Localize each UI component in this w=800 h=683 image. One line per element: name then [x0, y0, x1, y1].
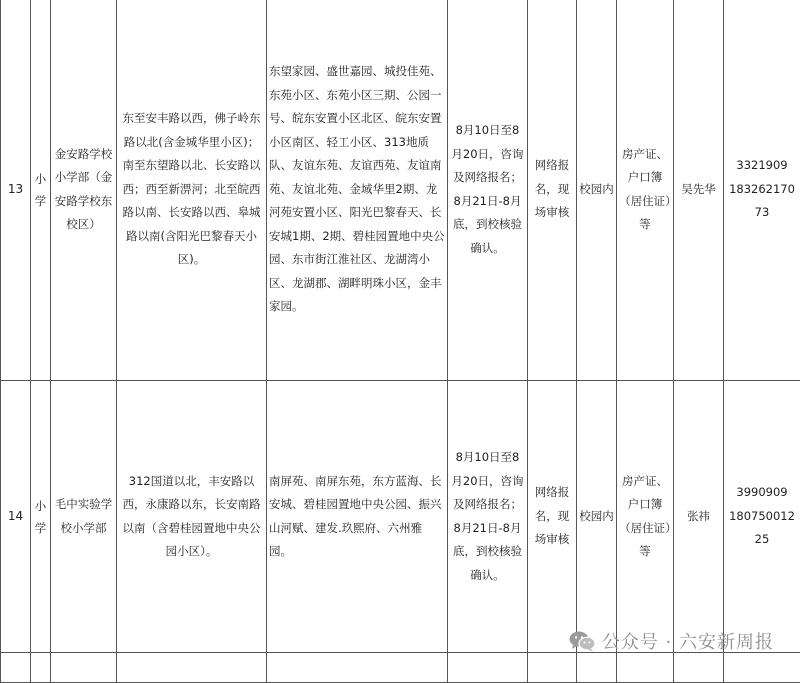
community-list: 南屏苑、南屏东苑，东方蓝海、长安城、碧桂园置地中央公园、振兴山河赋、建发.玖熙府、六州雅园。 [267, 381, 448, 653]
table-row [1, 0, 800, 381]
school-level: 小学 [31, 381, 51, 653]
enrollment-zone: 东至安丰路以西，佛子岭东路以北(含金城华里小区)；南至东望路以北、长安路以西；西至新淠河；北至皖西路以南、长安路以西、皋城路以南(含阳光巴黎春天小区)。 [117, 0, 267, 381]
registration-method: 网络报名，现场审核 [528, 381, 577, 653]
table-row [1, 653, 800, 683]
phone-landline: 3990909 [726, 481, 798, 505]
wechat-icon [568, 630, 596, 652]
school-level: 小学 [31, 0, 51, 381]
required-documents: 房产证、户口簿（居住证）等 [617, 381, 674, 653]
watermark [568, 628, 774, 654]
registration-place: 校园内 [577, 381, 617, 653]
required-documents: 房产证、户口簿（居住证）等 [617, 0, 674, 381]
school-name: 金安路学校小学部（金安路学校东校区） [51, 0, 117, 381]
contact-phone [724, 0, 800, 381]
row-number: 13 [1, 0, 31, 381]
registration-place: 校园内 [577, 0, 617, 381]
registration-method: 网络报名，现场审核 [528, 0, 577, 381]
registration-time: 8月10日至8月20日，咨询及网络报名；8月21日-8月底，到校核验确认。 [448, 381, 528, 653]
phone-mobile: 18075001225 [726, 505, 798, 552]
contact-phone [724, 381, 800, 653]
registration-time: 8月10日至8月20日，咨询及网络报名；8月21日-8月底，到校核验确认。 [448, 0, 528, 381]
enrollment-zone: 312国道以北，丰安路以西，永康路以东，长安南路以南（含碧桂园置地中央公园小区）。 [117, 381, 267, 653]
row-number: 14 [1, 381, 31, 653]
watermark-text: 公众号 · 六安新周报 [602, 628, 774, 654]
phone-landline: 3321909 [726, 154, 798, 178]
school-name: 毛中实验学校小学部 [51, 381, 117, 653]
table-row [1, 381, 800, 653]
community-list: 东望家园、盛世嘉园、城投佳苑、东苑小区、东苑小区三期、公园一号、皖东安置小区北区、皖东安置小区南区、轻工小区、313地质队、友谊东苑、友谊西苑、友谊南苑、友谊北苑、金域华里2期、龙河苑安置小区、阳光巴黎春天、长安城1期、2期、碧桂园置地中央公园、东市街江淮社区、龙湖湾小区、龙湖郡、湖畔明珠小区，金丰家园。 [267, 0, 448, 381]
phone-mobile: 18326217073 [726, 178, 798, 225]
contact-person: 吴先华 [674, 0, 724, 381]
contact-person: 张祎 [674, 381, 724, 653]
